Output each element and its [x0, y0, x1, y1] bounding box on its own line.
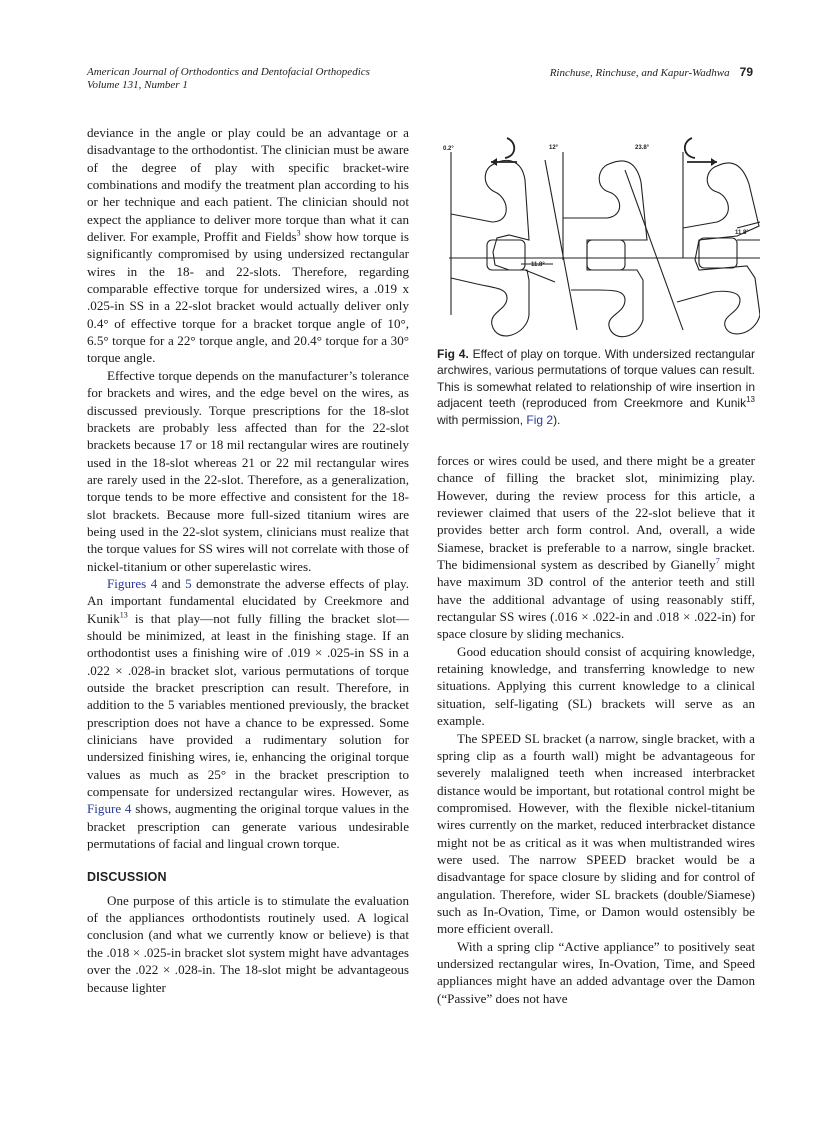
figure-caption: Fig 4. Effect of play on torque. With undersized rectangular archwires, various permutations of torque values can result. This is somewhat related to relationship of wire insertion in adjacent teeth (reproduced from Creekmore and Kunik$^{13}$ with permission, Fig 2).: [437, 347, 755, 427]
journal-volume: Volume 131, Number 1: [87, 79, 188, 91]
paragraph: Figures 4 and 5 demonstrate the adverse effects of play. An important fundamental elucidated by Creekmore and Kunik$^{13}$ is that play—not fully filling the bracket slot—should be minimized, at least in the finishing stage. If an orthodontist uses a finishing wire of .019 × .025-in SS in a .022 × .028-in bracket slot, various permutations of torque outside the bracket prescription can result. Therefore, in addition to the 5 variables mentioned previously, the bracket prescription does not have a chance to be expressed. Some clinicians have provided a rudimentary solution for undersized finishing wires, ie, enhancing the original torque values as much as 25° in the bracket prescription to compensate for undersized rectangular wires. However, as Figure 4 shows, augmenting the original torque values in the bracket prescription can generate various undesirable permutations of facial and lingual crown torque.: [87, 575, 409, 852]
angle-label: 11.8°: [531, 262, 545, 268]
page-number: 79: [739, 65, 753, 79]
figure-link[interactable]: Figures 4: [107, 575, 158, 591]
bracket-torque-diagram: [437, 130, 760, 345]
paragraph: deviance in the angle or play could be an advantage or a disadvantage to the orthodontist. The clinician must be aware of the degree of play with specific bracket-wire combinations and modify the treatment plan according to his or her technique and each patient. The clinician should not expect the appliance to deliver more torque than what it can deliver. For example, Proffit and Fields$^3$ show how torque is significantly compromised by using undersized rectangular wires in the 18- and 22-slots. Therefore, regarding comparable effective torque for undersized wires, a .019 x .025-in SS in a 22-slot bracket would actually deliver only 0.4° of effective torque for a bracket torque angle of 10°, 6.5° torque for a 22° torque angle, and 20.4° torque for a 30° torque angle.: [87, 125, 409, 366]
figure-4-illustration: [437, 130, 760, 345]
figure-link[interactable]: 5: [185, 575, 192, 591]
figure-link[interactable]: Fig 2: [526, 412, 554, 427]
journal-info: [87, 66, 370, 92]
figure-link[interactable]: Figure 4: [87, 801, 132, 817]
section-heading: DISCUSSION: [87, 870, 167, 885]
paragraph: Effective torque depends on the manufacturer’s tolerance for brackets and wires, and the edge bevel on the wires, as discussed previously. Torque prescriptions for the 18-slot brackets are probably less affected than for the 22-slot brackets because 17 or 18 mil rectangular wires are routinely used in the 18-slot whereas 21 or 22 mil rectangular wires are rarely used in the 22-slot. Therefore, as a generalization, torque tends to be more effective and consistent for the 18-slot brackets. Because more full-sized titanium wires are being used in the 22-slot system, clinicians must realize that the torque values for SS wires will not correlate with those of nickel-titanium or other superelastic wires.: [87, 367, 409, 574]
citation-superscript[interactable]: 7: [715, 556, 720, 566]
paragraph: With a spring clip “Active appliance” to positively seat undersized rectangular wires, In-Ovation, Time, and Speed appliances might have an added advantage over the Damon (“Passive” does not have: [437, 938, 755, 1006]
angle-label: 0.2°: [443, 146, 454, 152]
citation-superscript[interactable]: 13: [119, 610, 128, 620]
author-page: [550, 66, 753, 80]
angle-label: 11.8°: [735, 230, 749, 236]
paragraph: One purpose of this article is to stimulate the evaluation of the appliances orthodontists routinely used. A logical conclusion (and what we currently know or believe) is that the .018 × .025-in bracket slot system might have advantages over the .022 × .028-in. The 18-slot might be advantageous because lighter: [87, 892, 409, 995]
figure-label: Fig 4.: [437, 347, 469, 361]
left-column: [87, 124, 409, 996]
angle-label: 23.8°: [635, 145, 650, 151]
journal-title: American Journal of Orthodontics and Dentofacial Orthopedics: [87, 66, 370, 78]
paragraph: The SPEED SL bracket (a narrow, single bracket, with a spring clip as a fourth wall) might be advantageous for severely malaligned teeth when increased interbracket distance would be important, but rotational control might be compromised. However, with the flexible nickel-titanium wires currently on the market, reduced interbracket distance might not be as critical as it was when multistranded wires were used. The narrow SPEED bracket would be a disadvantage for space closure by sliding and for control of angulation. Therefore, wider SL brackets (double/Siamese) such as In-Ovation, Time, or Damon would ostensibly be more efficient overall.: [437, 730, 755, 937]
right-column: [437, 452, 755, 1007]
citation-superscript[interactable]: 13: [746, 395, 755, 405]
paragraph: forces or wires could be used, and there might be a greater chance of filling the bracket slot, minimizing play. However, during the review process for this article, a reviewer claimed that users of the 22-slot believe that it provides better arch form control. And, overall, a wide Siamese, bracket is preferable to a narrow, single bracket. The bidimensional system as described by Gianelly$^7$ might have maximum 3D control of the anterior teeth and still have the additional advantage of using reasonably stiff, rectangular SS wires (.016 × .022-in and .018 × .022-in) for space closure by sliding mechanics.: [437, 453, 755, 642]
citation-superscript[interactable]: 3: [296, 228, 301, 238]
angle-label: 12°: [549, 145, 559, 151]
running-authors: Rinchuse, Rinchuse, and Kapur-Wadhwa: [549, 67, 730, 79]
paragraph: Good education should consist of acquiring knowledge, retaining knowledge, and transferring knowledge to new situations. Applying this current knowledge to a clinical situation, self-ligating (SL) brackets will serve as an example.: [437, 643, 755, 729]
